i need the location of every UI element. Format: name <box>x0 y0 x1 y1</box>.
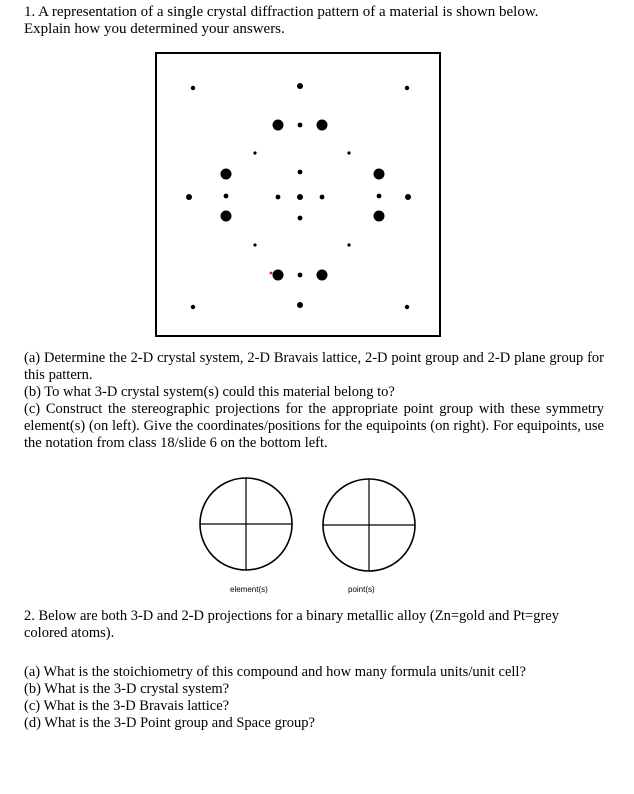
spot <box>297 302 303 308</box>
spot <box>253 243 256 246</box>
diffraction-pattern <box>155 52 441 337</box>
spot <box>297 194 303 200</box>
spot <box>317 270 328 281</box>
question-1-line-2: Explain how you determined your answers. <box>24 21 285 37</box>
spot <box>186 194 192 200</box>
question-1-part-b: (b) To what 3-D crystal system(s) could this material belong to? <box>24 384 395 400</box>
elements-caption: element(s) <box>230 585 268 594</box>
spot <box>374 169 385 180</box>
spot <box>377 194 382 199</box>
question-1-parts <box>24 350 604 452</box>
spot <box>374 211 385 222</box>
spot <box>298 273 303 278</box>
question-1-heading <box>24 4 604 38</box>
question-2-part-d: (d) What is the 3-D Point group and Space group? <box>24 715 315 731</box>
question-2-heading: 2. Below are both 3-D and 2-D projections for a binary metallic alloy (Zn=gold and Pt=grey colored atoms). <box>24 608 559 641</box>
spot <box>298 123 303 128</box>
points-caption: point(s) <box>348 585 375 594</box>
spot <box>276 195 281 200</box>
spot <box>273 120 284 131</box>
question-1-part-a: (a) Determine the 2-D crystal system, 2-D Bravais lattice, 2-D point group and 2-D plane group for this pattern. <box>24 350 604 383</box>
spot <box>320 195 325 200</box>
question-2-parts <box>24 664 604 732</box>
spot <box>347 243 350 246</box>
question-2-part-a: (a) What is the stoichiometry of this compound and how many formula units/unit cell? <box>24 664 526 680</box>
spot <box>405 194 411 200</box>
spot <box>347 151 350 154</box>
spot <box>297 83 303 89</box>
question-2-part-b: (b) What is the 3-D crystal system? <box>24 681 230 697</box>
question-2-part-c: (c) What is the 3-D Bravais lattice? <box>24 698 230 714</box>
spot <box>298 170 303 175</box>
diffraction-pattern-graphic <box>157 54 443 339</box>
red-marker <box>270 272 273 275</box>
spot <box>191 305 195 309</box>
stereographic-projection-points <box>321 477 417 573</box>
spot <box>191 86 195 90</box>
spot <box>224 194 229 199</box>
question-1-part-c: (c) Construct the stereographic projections for the appropriate point group with these symmetry element(s) (on left). Give the coordinates/positions for the equipoints (on right). For equipoints, use the notation from class 18/slide 6 on the bottom left. <box>24 401 604 451</box>
spot <box>298 216 303 221</box>
spot <box>253 151 256 154</box>
spot <box>405 305 409 309</box>
spot <box>221 211 232 222</box>
spot <box>405 86 409 90</box>
spot <box>221 169 232 180</box>
spot <box>273 270 284 281</box>
spot <box>317 120 328 131</box>
question-1-line-1: 1. A representation of a single crystal diffraction pattern of a material is shown below. <box>24 4 539 20</box>
stereographic-projection-elements <box>198 476 294 572</box>
